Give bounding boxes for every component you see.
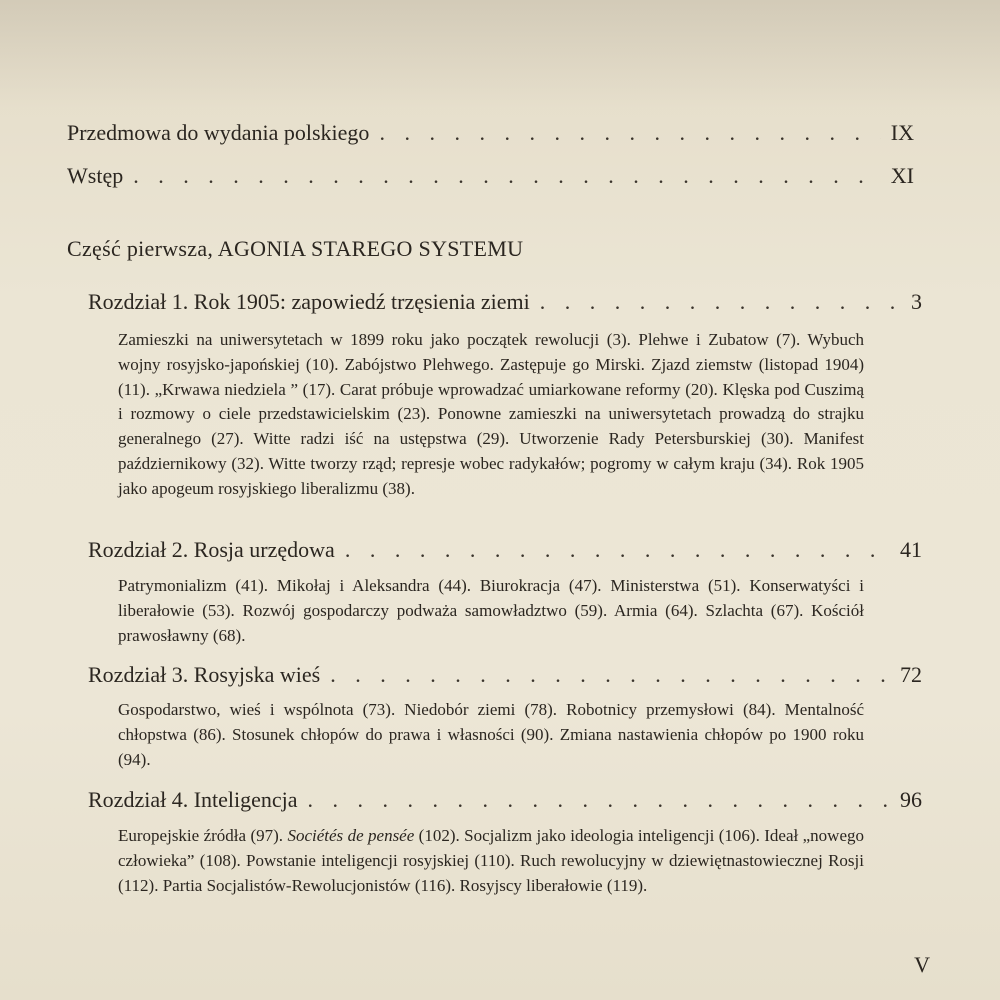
leader-dots — [345, 537, 890, 563]
leader-dots — [540, 289, 901, 315]
chapter-1-summary: Zamieszki na uniwersytetach w 1899 roku jako początek rewolucji (3). Plehwe i Zubatow (7). Wybuch wojny rosyjsko-japońskiej (10). Zabójstwo Plehwego. Zastępuje go Mirski. Zjazd ziemstw (listopad 1904) (11). „Krwawa niedziela ” (17). Carat próbuje wprowadzać umiarkowane reformy (20). Klęska pod Cuszimą i rozmowy o ciele przedstawicielskim (23). Ponowne zamieszki na uniwersytetach prowadzą do strajku generalnego (27). Witte radzi iść na ustępstwa (29). Utworzenie Rady Petersburskiej (30). Manifest październikowy (32). Witte tworzy rząd; represje wobec radykałów; pogromy w całym kraju (34). Rok 1905 jako apogeum rosyjskiego liberalizmu (38). — [118, 330, 864, 498]
chapter-page: 72 — [900, 662, 922, 687]
chapter-title: Rozdział 2. Rosja urzędowa — [88, 537, 335, 562]
chapter-page: 96 — [900, 787, 922, 812]
chapter-page: 3 — [911, 289, 922, 314]
chapter-title: Rozdział 1. Rok 1905: zapowiedź trzęsienia ziemi — [88, 289, 530, 314]
toc-entry-preface[interactable] — [67, 120, 914, 146]
summary-text: Europejskie źródła (97). — [118, 826, 288, 845]
toc-chapter-4[interactable] — [88, 787, 922, 813]
toc-entry-label: Przedmowa do wydania polskiego — [67, 120, 370, 145]
show-through-shadow — [0, 0, 1000, 110]
leader-dots — [379, 120, 880, 146]
chapter-2-summary: Patrymonializm (41). Mikołaj i Aleksandra (44). Biurokracja (47). Ministerstwa (51). Konserwatyści i liberałowie (53). Rozwój gospodarczy podważa samowładztwo (59). Armia (64). Szlachta (67). Kościół prawosławny (68). — [118, 576, 864, 645]
toc-entry-introduction[interactable] — [67, 163, 914, 189]
chapter-title: Rozdział 3. Rosyjska wieś — [88, 662, 321, 687]
toc-entry-page: XI — [890, 163, 914, 188]
part-heading: Część pierwsza, AGONIA STAREGO SYSTEMU — [67, 236, 524, 261]
page-number: V — [914, 952, 930, 977]
chapter-title: Rozdział 4. Inteligencja — [88, 787, 298, 812]
chapter-page: 41 — [900, 537, 922, 562]
summary-text: (102). Socjalizm jako ideologia inteligencji (106). Ideał „nowego człowieka” (108). Powstanie inteligencji rosyjskiej (110). Ruch rewolucyjny w dziewiętnastowiecznej Rosji (112). Partia Socjalistów-Rewolucjonistów (116). Rosyjscy liberałowie (119). — [118, 826, 864, 895]
toc-entry-page: IX — [890, 120, 914, 145]
toc-chapter-2[interactable] — [88, 537, 922, 563]
chapter-4-summary — [118, 824, 864, 898]
leader-dots — [308, 787, 890, 813]
leader-dots — [330, 662, 890, 688]
toc-chapter-1[interactable] — [88, 289, 922, 315]
toc-chapter-3[interactable] — [88, 662, 922, 688]
toc-entry-label: Wstęp — [67, 163, 124, 188]
chapter-3-summary: Gospodarstwo, wieś i wspólnota (73). Niedobór ziemi (78). Robotnicy przemysłowi (84). Mentalność chłopstwa (86). Stosunek chłopów do prawa i własności (90). Zmiana nastawienia chłopów po 1900 roku (94). — [118, 700, 864, 769]
summary-italic-text: Sociétés de pensée — [287, 826, 415, 845]
leader-dots — [133, 163, 881, 189]
